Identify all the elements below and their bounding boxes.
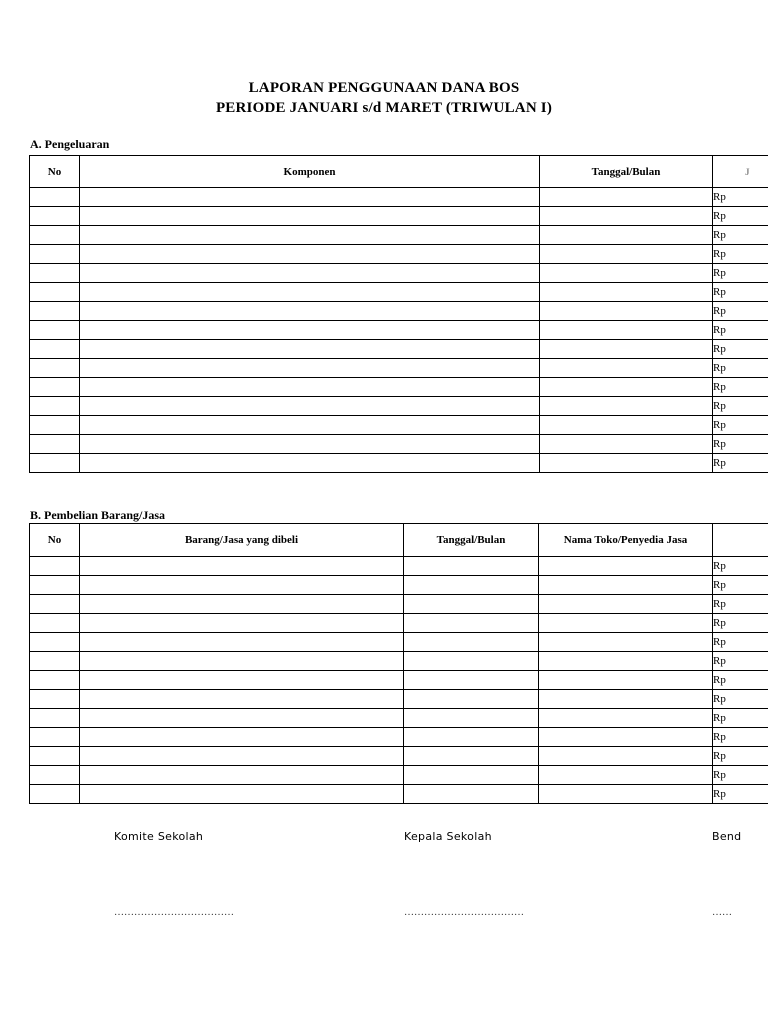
empty-cell: [80, 340, 540, 359]
empty-cell: [30, 595, 80, 614]
empty-cell: [80, 576, 404, 595]
empty-cell: [80, 378, 540, 397]
currency-cell: Rp: [713, 188, 768, 207]
empty-cell: [80, 283, 540, 302]
currency-cell: Rp: [713, 785, 768, 804]
report-period: PERIODE JANUARI s/d MARET (TRIWULAN I): [215, 100, 553, 116]
currency-cell: Rp: [713, 614, 768, 633]
currency-cell: Rp: [713, 576, 768, 595]
currency-cell: Rp: [713, 283, 768, 302]
table-header-row: [30, 156, 768, 188]
table-row: [30, 766, 768, 785]
empty-cell: [30, 766, 80, 785]
empty-cell: [80, 728, 404, 747]
empty-cell: [30, 633, 80, 652]
empty-cell: [30, 576, 80, 595]
currency-cell: Rp: [713, 633, 768, 652]
table-row: [30, 557, 768, 576]
empty-cell: [30, 709, 80, 728]
currency-cell: Rp: [713, 245, 768, 264]
empty-cell: [30, 435, 80, 454]
table-row: [30, 747, 768, 766]
empty-cell: [80, 226, 540, 245]
empty-cell: [539, 671, 713, 690]
empty-cell: [30, 671, 80, 690]
empty-cell: [539, 557, 713, 576]
empty-cell: [30, 728, 80, 747]
table-row: [30, 359, 768, 378]
empty-cell: [30, 340, 80, 359]
empty-cell: [80, 302, 540, 321]
currency-cell: Rp: [713, 359, 768, 378]
table-header-row: [30, 524, 768, 557]
currency-cell: Rp: [713, 671, 768, 690]
empty-cell: [540, 188, 713, 207]
currency-cell: Rp: [713, 652, 768, 671]
currency-cell: Rp: [713, 264, 768, 283]
table-row: [30, 397, 768, 416]
empty-cell: [539, 747, 713, 766]
empty-cell: [540, 283, 713, 302]
empty-cell: [540, 226, 713, 245]
empty-cell: [540, 397, 713, 416]
empty-cell: [539, 633, 713, 652]
empty-cell: [404, 576, 539, 595]
header-barang-jasa: Barang/Jasa yang dibeli: [80, 524, 404, 557]
empty-cell: [80, 321, 540, 340]
empty-cell: [80, 264, 540, 283]
empty-cell: [540, 359, 713, 378]
empty-cell: [539, 652, 713, 671]
empty-cell: [30, 557, 80, 576]
empty-cell: [540, 416, 713, 435]
table-row: [30, 264, 768, 283]
table-row: [30, 595, 768, 614]
empty-cell: [30, 264, 80, 283]
empty-cell: [540, 378, 713, 397]
empty-cell: [540, 321, 713, 340]
currency-cell: Rp: [713, 435, 768, 454]
empty-cell: [80, 709, 404, 728]
currency-cell: Rp: [713, 302, 768, 321]
currency-cell: Rp: [713, 321, 768, 340]
table-row: [30, 188, 768, 207]
empty-cell: [80, 359, 540, 378]
table-row: [30, 302, 768, 321]
empty-cell: [30, 207, 80, 226]
empty-cell: [539, 690, 713, 709]
empty-cell: [404, 747, 539, 766]
empty-cell: [539, 576, 713, 595]
table-row: [30, 226, 768, 245]
empty-cell: [404, 652, 539, 671]
section-b-label: B. Pembelian Barang/Jasa: [30, 508, 166, 522]
table-row: [30, 378, 768, 397]
empty-cell: [30, 397, 80, 416]
empty-cell: [404, 785, 539, 804]
empty-cell: [80, 245, 540, 264]
empty-cell: [80, 188, 540, 207]
empty-cell: [30, 416, 80, 435]
empty-cell: [80, 747, 404, 766]
empty-cell: [80, 690, 404, 709]
table-row: [30, 614, 768, 633]
table-row: [30, 576, 768, 595]
empty-cell: [539, 614, 713, 633]
pembelian-table: [29, 523, 768, 804]
table-row: [30, 671, 768, 690]
empty-cell: [30, 321, 80, 340]
pengeluaran-table: [29, 155, 768, 473]
empty-cell: [80, 397, 540, 416]
currency-cell: Rp: [713, 226, 768, 245]
empty-cell: [80, 595, 404, 614]
header-tanggal: Tanggal/Bulan: [404, 524, 539, 557]
empty-cell: [80, 671, 404, 690]
currency-cell: Rp: [713, 766, 768, 785]
empty-cell: [404, 614, 539, 633]
section-a-label: A. Pengeluaran: [30, 137, 110, 151]
header-komponen: Komponen: [80, 156, 540, 188]
bendahara-signature-line: ……: [712, 907, 732, 918]
table-row: [30, 785, 768, 804]
empty-cell: [540, 340, 713, 359]
empty-cell: [30, 378, 80, 397]
empty-cell: [540, 207, 713, 226]
empty-cell: [404, 557, 539, 576]
table-row: [30, 207, 768, 226]
empty-cell: [539, 785, 713, 804]
report-title: LAPORAN PENGGUNAAN DANA BOS: [248, 80, 520, 96]
empty-cell: [80, 557, 404, 576]
header-nama-toko: Nama Toko/Penyedia Jasa: [539, 524, 713, 557]
currency-cell: Rp: [713, 340, 768, 359]
header-no: No: [30, 524, 80, 557]
empty-cell: [404, 728, 539, 747]
empty-cell: [30, 614, 80, 633]
empty-cell: [539, 728, 713, 747]
bendahara-label: Bend: [712, 830, 742, 843]
currency-cell: Rp: [713, 557, 768, 576]
currency-cell: Rp: [713, 454, 768, 473]
empty-cell: [404, 595, 539, 614]
kepala-signature-line: ………………………………: [404, 907, 524, 918]
empty-cell: [540, 454, 713, 473]
empty-cell: [30, 454, 80, 473]
kepala-sekolah-label: Kepala Sekolah: [404, 830, 492, 843]
currency-cell: Rp: [713, 728, 768, 747]
empty-cell: [539, 766, 713, 785]
currency-cell: Rp: [713, 207, 768, 226]
table-row: [30, 435, 768, 454]
table-row: [30, 728, 768, 747]
empty-cell: [30, 747, 80, 766]
empty-cell: [540, 435, 713, 454]
header-jumlah: J: [713, 156, 768, 188]
empty-cell: [404, 633, 539, 652]
empty-cell: [80, 416, 540, 435]
empty-cell: [539, 595, 713, 614]
table-row: [30, 340, 768, 359]
table-row: [30, 454, 768, 473]
empty-cell: [540, 264, 713, 283]
currency-cell: Rp: [713, 416, 768, 435]
empty-cell: [540, 245, 713, 264]
currency-cell: Rp: [713, 397, 768, 416]
table-row: [30, 709, 768, 728]
empty-cell: [404, 671, 539, 690]
table-row: [30, 283, 768, 302]
table-row: [30, 245, 768, 264]
empty-cell: [30, 188, 80, 207]
empty-cell: [30, 690, 80, 709]
empty-cell: [80, 207, 540, 226]
empty-cell: [540, 302, 713, 321]
empty-cell: [30, 652, 80, 671]
header-no: No: [30, 156, 80, 188]
empty-cell: [404, 766, 539, 785]
empty-cell: [30, 245, 80, 264]
empty-cell: [80, 785, 404, 804]
empty-cell: [80, 435, 540, 454]
empty-cell: [80, 454, 540, 473]
empty-cell: [80, 633, 404, 652]
currency-cell: Rp: [713, 595, 768, 614]
table-row: [30, 633, 768, 652]
empty-cell: [30, 359, 80, 378]
table-row: [30, 652, 768, 671]
empty-cell: [30, 226, 80, 245]
header-jumlah: [713, 524, 768, 557]
header-tanggal: Tanggal/Bulan: [540, 156, 713, 188]
empty-cell: [80, 614, 404, 633]
table-row: [30, 416, 768, 435]
empty-cell: [539, 709, 713, 728]
empty-cell: [30, 785, 80, 804]
table-row: [30, 690, 768, 709]
komite-sekolah-label: Komite Sekolah: [114, 830, 204, 843]
empty-cell: [404, 709, 539, 728]
empty-cell: [30, 302, 80, 321]
currency-cell: Rp: [713, 709, 768, 728]
empty-cell: [80, 652, 404, 671]
empty-cell: [80, 766, 404, 785]
empty-cell: [404, 690, 539, 709]
empty-cell: [30, 283, 80, 302]
currency-cell: Rp: [713, 378, 768, 397]
currency-cell: Rp: [713, 747, 768, 766]
komite-signature-line: ………………………………: [114, 907, 234, 918]
table-row: [30, 321, 768, 340]
currency-cell: Rp: [713, 690, 768, 709]
